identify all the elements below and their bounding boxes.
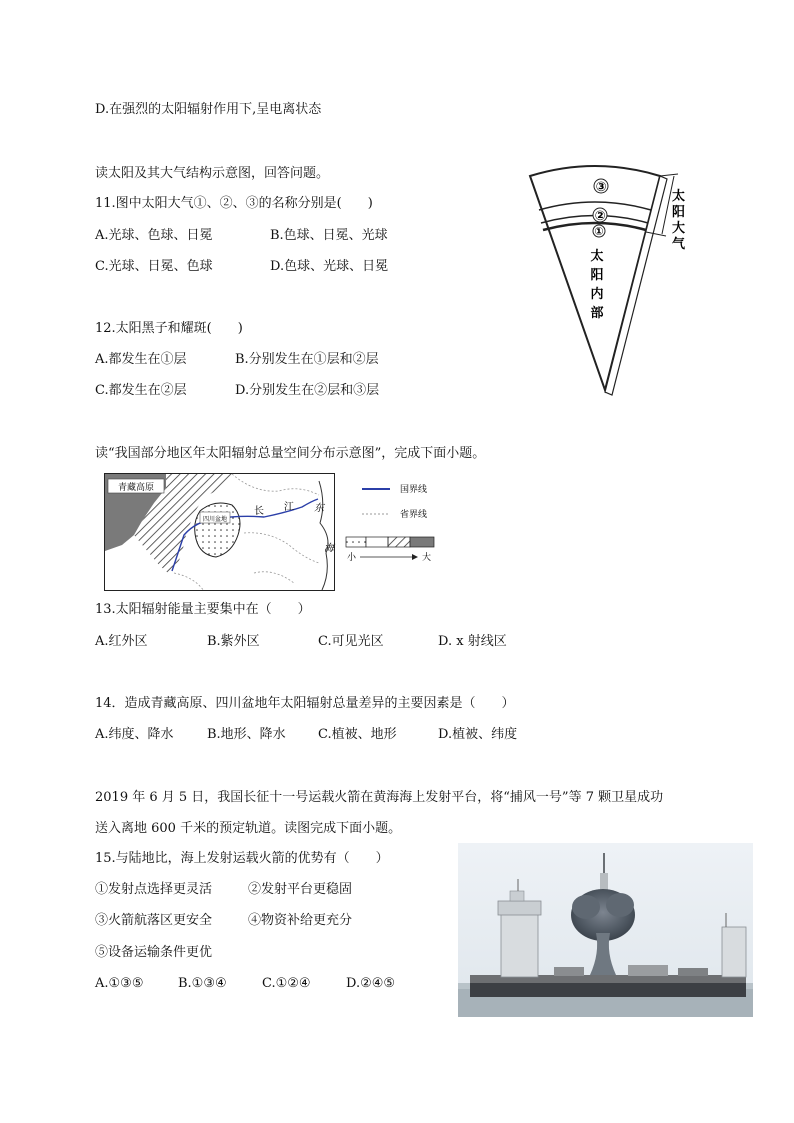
legend-large-label: 大 [422,553,432,563]
q11-option-c: C.光球、日冕、色球 [95,259,213,274]
q10-option-d: D.在强烈的太阳辐射作用下,呈电离状态 [95,102,322,117]
interior-label-char: 阳 [590,268,604,283]
barge-hull [470,981,746,997]
q15-option-c: C.①②④ [262,976,311,991]
rocket-intro-line2: 送入离地 600 千米的预定轨道。读图完成下面小题。 [95,821,402,836]
legend-swatch-hatch [388,537,410,547]
q13-stem: 13.太阳辐射能量主要集中在（ ） [95,602,311,617]
q15-option-b: B.①③④ [178,976,227,991]
legend-small-label: 小 [347,553,357,563]
q12-option-c: C.都发生在②层 [95,383,187,398]
smoke-puff-left [572,895,600,919]
q12-option-a: A.都发生在①层 [95,352,187,367]
atmosphere-label-char: 大 [672,221,686,236]
legend-swatch-blank [366,537,388,547]
sea-label-dong: 东 [314,503,324,514]
q14-stem: 14．造成青藏高原、四川盆地年太阳辐射总量差异的主要因素是（ ） [95,696,515,711]
q15-statement-4: ④物资补给更充分 [248,913,353,928]
q15-statement-1: ①发射点选择更灵活 [95,882,213,897]
atmosphere-label-char: 阳 [672,205,686,220]
atmosphere-label-char: 气 [672,237,686,252]
rocket-launch-photo [458,843,753,1017]
deck-equipment-2 [628,965,668,976]
q14-option-d: D.植被、纬度 [438,727,518,742]
right-tower [722,927,746,977]
rocket-intro-line1: 2019 年 6 月 5 日，我国长征十一号运载火箭在黄海海上发射平台，将“捕风一号”等 7 颗卫星成功 [95,790,664,805]
map-intro: 读“我国部分地区年太阳辐射总量空间分布示意图”，完成下面小题。 [95,446,486,461]
q11-stem: 11.图中太阳大气①、②、③的名称分别是( ) [95,196,373,211]
q14-option-a: A.纬度、降水 [95,727,174,742]
legend-swatch-dots [346,537,366,547]
q15-statement-3: ③火箭航落区更安全 [95,913,213,928]
interior-label-char: 部 [590,306,604,321]
q15-statement-5: ⑤设备运输条件更优 [95,945,213,960]
sun-structure-figure [520,160,700,400]
q13-option-c: C.可见光区 [318,634,384,649]
smoke-puff-right [606,893,634,917]
q15-option-d: D.②④⑤ [346,976,396,991]
interior-label-char: 太 [590,249,604,264]
left-tower-top [498,901,541,915]
deck-equipment-1 [554,967,584,976]
q15-option-a: A.①③⑤ [95,976,144,991]
atmos-bracket-top [660,174,678,176]
q12-stem: 12.太阳黑子和耀斑( ) [95,321,243,336]
q13-option-b: B.紫外区 [207,634,260,649]
sun-intro: 读太阳及其大气结构示意图，回答问题。 [95,166,330,181]
river-label-chang: 长 [254,506,264,517]
sea-label-hai: 海 [324,543,334,554]
left-tower-cabin [510,891,524,901]
layer-1-label: ① [594,225,604,238]
atmosphere-label [672,188,686,252]
q14-option-b: B.地形、降水 [207,727,286,742]
legend-province-label: 省界线 [400,510,428,520]
deck-equipment-3 [678,968,708,976]
legend-arrow-head [412,554,418,560]
q15-statement-2: ②发射平台更稳固 [248,882,353,897]
q12-option-b: B.分别发生在①层和②层 [235,352,379,367]
legend-swatch-dark [410,537,434,547]
atmosphere-label-char: 太 [672,189,686,204]
q11-option-b: B.色球、日冕、光球 [270,228,388,243]
river-label-jiang: 江 [284,502,294,513]
sichuan-label: 四川盆地 [202,516,228,523]
layer-3-label: ③ [595,180,607,195]
q14-option-c: C.植被、地形 [318,727,397,742]
q15-stem: 15.与陆地比，海上发射运载火箭的优势有（ ） [95,851,389,866]
q13-option-d: D. x 射线区 [438,634,507,649]
layer-2-label: ② [594,209,606,224]
interior-label-char: 内 [590,287,604,302]
qinghai-label: 青藏高原 [117,483,155,493]
q11-option-a: A.光球、色球、日冕 [95,228,213,243]
q12-option-d: D.分别发生在②层和③层 [235,383,380,398]
left-tower [501,913,538,977]
q11-option-d: D.色球、光球、日冕 [270,259,389,274]
legend-border-label: 国界线 [400,485,428,495]
q13-option-a: A.红外区 [95,634,148,649]
radiation-map-figure [104,473,440,593]
